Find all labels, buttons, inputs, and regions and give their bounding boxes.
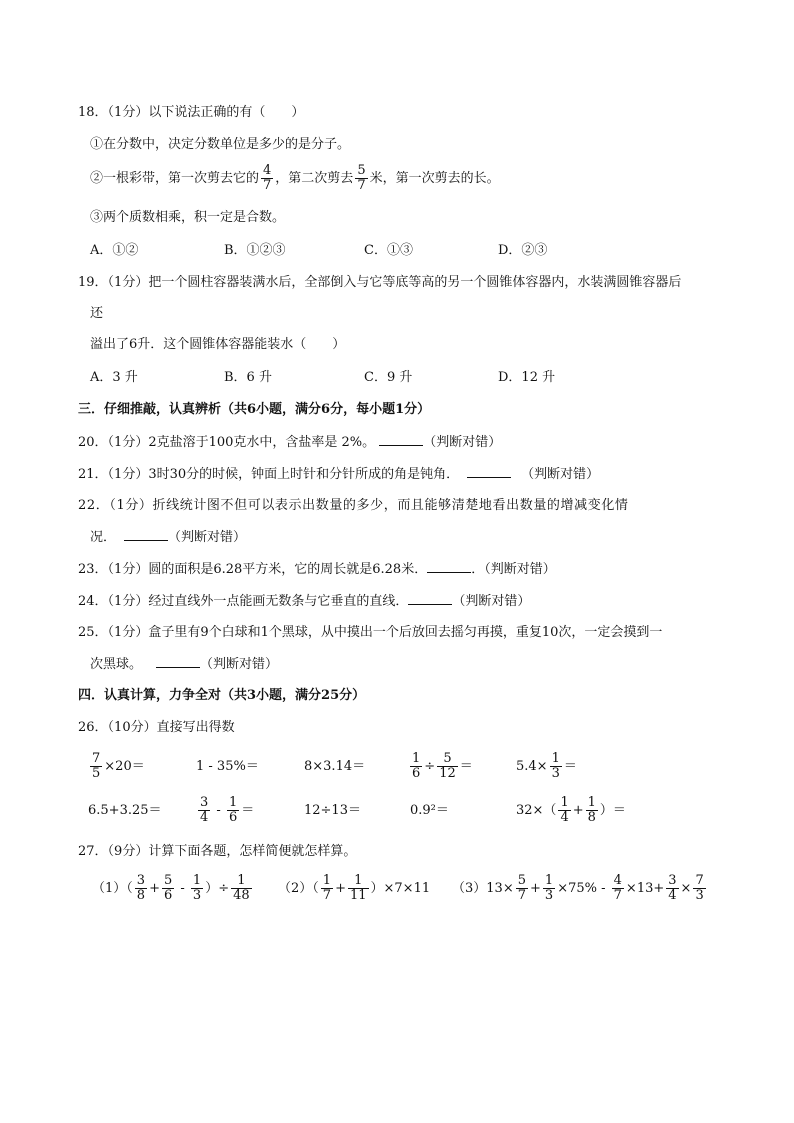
q19-stem-line1: 19．（1分）把一个圆柱容器装满水后，全部倒入与它等底等高的另一个圆锥体容器内，水装满圆锥容器后: [78, 275, 682, 290]
q27-part-1: （1）（ $\frac{3}{8}$ + $\frac{5}{6}$ - $\frac{1}{3}$ ）÷ $\frac{1}{48}$: [92, 873, 250, 903]
q18-statement-1: ①在分数中，决定分数单位是多少的是分子。: [90, 137, 351, 152]
q26-expr-3: 8×3.14＝: [304, 759, 366, 774]
q26-expr-2: 1 - 35%＝: [196, 759, 259, 774]
text: （判断对错）: [452, 594, 531, 609]
q23: [78, 560, 556, 579]
q18-option-a: A．①②: [90, 243, 139, 258]
q26-expr-10: 32×（ $\frac{1}{4}$ + $\frac{1}{8}$ ）＝: [516, 795, 626, 825]
q19-stem-line3: 溢出了6升．这个圆锥体容器能装水（ ）: [90, 337, 346, 352]
q26-expr-8: 12÷13＝: [304, 803, 361, 818]
fraction: $\frac{5}{7}$: [357, 163, 366, 193]
text: （判断对错）: [423, 435, 502, 450]
answer-blank[interactable]: [467, 465, 511, 478]
q27-stem: 27．（9分）计算下面各题，怎样简便就怎样算。: [78, 844, 357, 859]
q19-option-a: A．3 升: [90, 370, 138, 385]
q22-line2: [90, 528, 246, 547]
q27-part-3: （3）13× $\frac{5}{7}$ + $\frac{1}{3}$ ×75% - $\frac{4}{7}$ ×13+ $\frac{3}{4}$ × $\frac{7}{3}$: [452, 873, 704, 903]
q25-line2: [90, 655, 278, 674]
answer-blank[interactable]: [408, 592, 452, 605]
q19-option-c: C．9 升: [364, 370, 413, 385]
answer-blank[interactable]: [427, 560, 471, 573]
section-4-heading: 四．认真计算，力争全对（共3小题，满分25分）: [78, 688, 366, 703]
text: （判断对错）: [168, 530, 247, 545]
q18-option-b: B．①②③: [224, 243, 286, 258]
q19-stem-line2: 还: [90, 306, 104, 321]
q21: [78, 465, 599, 484]
q26-expr-4: $\frac{1}{6}$ ÷ $\frac{5}{12}$ ＝: [412, 751, 473, 781]
text: 况．: [90, 530, 117, 545]
text: ．（判断对错）: [471, 562, 556, 577]
answer-blank[interactable]: [379, 433, 423, 446]
q18-statement-2: [90, 164, 500, 194]
text: 24．（1分）经过直线外一点能画无数条与它垂直的直线．: [78, 594, 409, 609]
q18-stem: 18．（1分）以下说法正确的有（ ）: [78, 105, 305, 120]
q26-expr-5: 5.4× $\frac{1}{3}$ ＝: [516, 751, 577, 781]
text: 21．（1分）3时30分的时候，钟面上时针和分针所成的角是钝角．: [78, 467, 460, 482]
text: 次黑球。: [90, 657, 143, 672]
text: （判断对错）: [521, 467, 600, 482]
text: （判断对错）: [200, 657, 279, 672]
q25-line1: 25．（1分）盒子里有9个白球和1个黑球，从中摸出一个后放回去摇匀再摸，重复10次，一定会摸到一: [78, 625, 663, 640]
text: 23．（1分）圆的面积是6.28平方米，它的周长就是6.28米．: [78, 562, 428, 577]
text: ②一根彩带，第一次剪去它的: [90, 171, 260, 186]
answer-blank[interactable]: [156, 655, 200, 668]
q27-part-2: （2）（ $\frac{1}{7}$ + $\frac{1}{11}$ ）×7×11: [278, 873, 431, 903]
q18-option-d: D．②③: [498, 243, 548, 258]
q26-stem: 26．（10分）直接写出得数: [78, 720, 235, 735]
text: ，第二次剪去: [275, 171, 354, 186]
text: 米，第一次剪去的长。: [369, 171, 500, 186]
text: 20．（1分）2克盐溶于100克水中，含盐率是 2%。: [78, 435, 380, 450]
q20: [78, 433, 501, 452]
section-3-heading: 三．仔细推敲，认真辨析（共6小题，满分6分，每小题1分）: [78, 402, 431, 417]
q19-option-d: D．12 升: [498, 370, 556, 385]
fraction: $\frac{4}{7}$: [263, 163, 272, 193]
q24: [78, 592, 530, 611]
q18-option-c: C．①③: [364, 243, 413, 258]
q26-expr-1: $\frac{7}{5}$ ×20＝: [92, 751, 145, 781]
q26-expr-7: $\frac{3}{4}$ - $\frac{1}{6}$ ＝: [200, 795, 255, 825]
q18-statement-3: ③两个质数相乘，积一定是合数。: [90, 210, 286, 225]
q26-expr-6: 6.5+3.25＝: [88, 803, 162, 818]
q22-line1: 22．（1分）折线统计图不但可以表示出数量的多少，而且能够清楚地看出数量的增减变化情: [78, 498, 629, 513]
q19-option-b: B．6 升: [224, 370, 272, 385]
answer-blank[interactable]: [124, 528, 168, 541]
q26-expr-9: 0.9²＝: [410, 803, 449, 818]
